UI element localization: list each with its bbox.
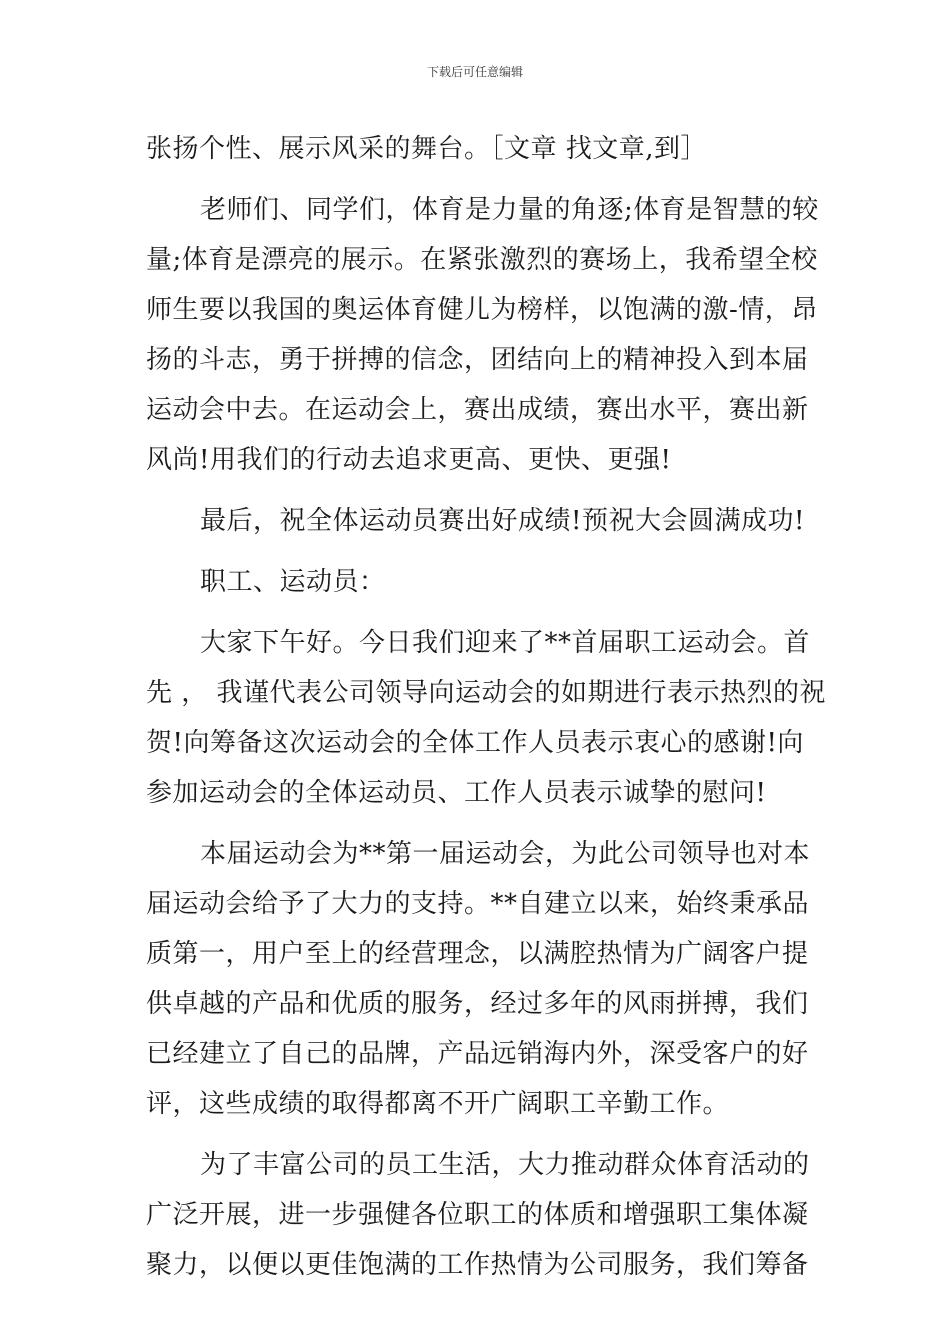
text-line: 聚力，以便以更佳饱满的工作热情为公司服务，我们筹备 bbox=[146, 1250, 809, 1280]
paragraph-6 bbox=[146, 829, 811, 1129]
paragraph-4 bbox=[146, 557, 808, 607]
paragraph-1 bbox=[146, 124, 808, 174]
text-line: 大家下午好。今日我们迎来了**首届职工运动会。首 bbox=[200, 628, 811, 658]
text-line: 为了丰富公司的员工生活，大力推动群众体育活动的 bbox=[200, 1150, 810, 1180]
page-header-note: 下载后可任意编辑 bbox=[426, 65, 523, 79]
text-line: 张扬个性、展示风采的舞台。［文章 找文章,到］ bbox=[146, 134, 708, 164]
text-line: 扬的斗志，勇于拼搏的信念，团结向上的精神投入到本届 bbox=[146, 345, 809, 375]
text-line: 评，这些成绩的取得都离不开广阔职工辛勤工作。 bbox=[146, 1089, 730, 1119]
document-body bbox=[146, 124, 827, 1290]
text-line: 供卓越的产品和优质的服务，经过多年的风雨拼搏，我们 bbox=[146, 989, 809, 1019]
paragraph-5 bbox=[146, 618, 827, 818]
text-line: 本届运动会为**第一届运动会，为此公司领导也对本 bbox=[200, 839, 811, 869]
text-line: 参加运动会的全体运动员、工作人员表示诚挚的慰问! bbox=[146, 778, 767, 808]
text-line: 职工、运动员： bbox=[200, 567, 386, 597]
text-line: 师生要以我国的奥运体育健儿为榜样，以饱满的激-情，昂 bbox=[146, 295, 818, 325]
text-line: 质第一，用户至上的经营理念，以满腔热情为广阔客户提 bbox=[146, 939, 809, 969]
text-line: 先 ， 我谨代表公司领导向运动会的如期进行表示热烈的祝 bbox=[146, 678, 827, 708]
text-line: 量;体育是漂亮的展示。在紧张激烈的赛场上，我希望全校 bbox=[146, 245, 818, 275]
text-line: 最后，祝全体运动员赛出好成绩!预祝大会圆满成功! bbox=[200, 506, 805, 536]
text-line: 运动会中去。在运动会上，赛出成绩，赛出水平，赛出新 bbox=[146, 395, 809, 425]
text-line: 已经建立了自己的品牌，产品远销海内外，深受客户的好 bbox=[146, 1039, 809, 1069]
text-line: 贺!向筹备这次运动会的全体工作人员表示衷心的感谢!向 bbox=[146, 728, 804, 758]
text-line: 届运动会给予了大力的支持。**自建立以来，始终秉承品 bbox=[146, 889, 810, 919]
paragraph-2 bbox=[146, 185, 819, 485]
text-line: 风尚!用我们的行动去追求更高、更快、更强! bbox=[146, 445, 672, 475]
paragraph-3 bbox=[146, 496, 808, 546]
text-line: 广泛开展，进一步强健各位职工的体质和增强职工集体凝 bbox=[146, 1200, 809, 1230]
text-line: 老师们、同学们，体育是力量的角逐;体育是智慧的较 bbox=[200, 195, 819, 225]
paragraph-7 bbox=[146, 1140, 808, 1290]
